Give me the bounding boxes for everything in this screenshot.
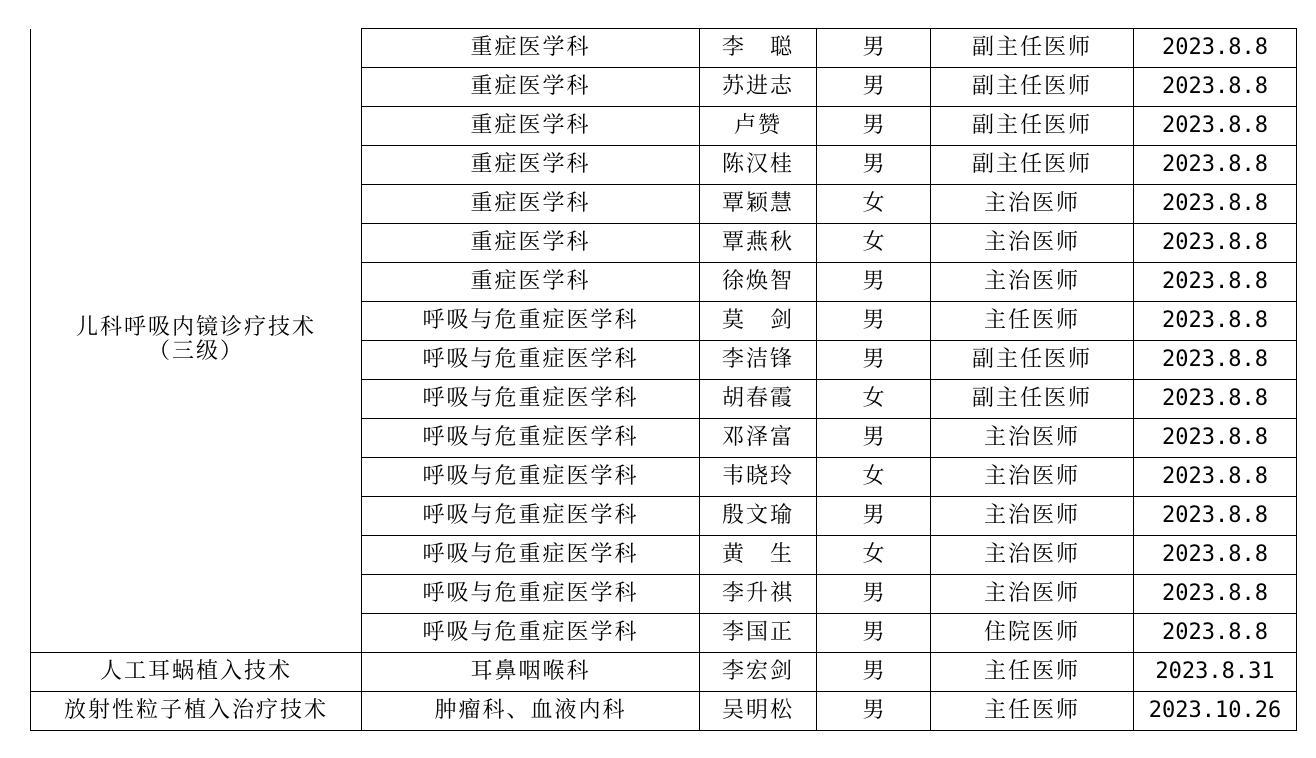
technology-name-cell xyxy=(31,29,362,653)
approval-date-cell: 2023.8.8 xyxy=(1134,380,1297,419)
technology-name-cell xyxy=(31,692,362,731)
department-cell: 肿瘤科、血液内科 xyxy=(362,692,700,731)
doctor-name-cell: 韦晓玲 xyxy=(700,458,817,497)
approval-date-cell: 2023.8.8 xyxy=(1134,107,1297,146)
doctor-name-cell: 李宏剑 xyxy=(700,653,817,692)
department-cell: 呼吸与危重症医学科 xyxy=(362,458,700,497)
job-title-cell: 主治医师 xyxy=(931,263,1134,302)
job-title-cell: 主治医师 xyxy=(931,575,1134,614)
job-title-cell: 副主任医师 xyxy=(931,341,1134,380)
approval-date-cell: 2023.8.8 xyxy=(1134,263,1297,302)
department-cell: 呼吸与危重症医学科 xyxy=(362,614,700,653)
gender-cell: 男 xyxy=(817,341,931,380)
job-title-cell: 主治医师 xyxy=(931,224,1134,263)
approval-date-cell: 2023.8.8 xyxy=(1134,497,1297,536)
approval-date-cell: 2023.8.8 xyxy=(1134,614,1297,653)
job-title-cell: 住院医师 xyxy=(931,614,1134,653)
gender-cell: 男 xyxy=(817,29,931,68)
approval-date-cell: 2023.8.8 xyxy=(1134,302,1297,341)
job-title-cell: 主任医师 xyxy=(931,653,1134,692)
technology-name-cell xyxy=(31,653,362,692)
gender-cell: 男 xyxy=(817,302,931,341)
doctor-name-cell: 胡春霞 xyxy=(700,380,817,419)
department-cell: 重症医学科 xyxy=(362,107,700,146)
doctor-name-cell: 卢赞 xyxy=(700,107,817,146)
technology-name: 人工耳蜗植入技术 xyxy=(99,659,292,684)
department-cell: 呼吸与危重症医学科 xyxy=(362,497,700,536)
gender-cell: 男 xyxy=(817,692,931,731)
department-cell: 重症医学科 xyxy=(362,263,700,302)
job-title-cell: 副主任医师 xyxy=(931,146,1134,185)
approval-date-cell: 2023.10.26 xyxy=(1134,692,1297,731)
gender-cell: 男 xyxy=(817,419,931,458)
table-row xyxy=(31,653,1297,692)
table-row xyxy=(31,29,1297,68)
doctor-name-cell: 陈汉桂 xyxy=(700,146,817,185)
job-title-cell: 主任医师 xyxy=(931,302,1134,341)
doctor-name-cell: 李洁锋 xyxy=(700,341,817,380)
job-title-cell: 主治医师 xyxy=(931,419,1134,458)
doctor-name-cell: 覃颖慧 xyxy=(700,185,817,224)
technology-name: 儿科呼吸内镜诊疗技术 xyxy=(75,315,316,341)
technology-personnel-table xyxy=(30,28,1297,731)
department-cell: 呼吸与危重症医学科 xyxy=(362,380,700,419)
approval-date-cell: 2023.8.8 xyxy=(1134,29,1297,68)
gender-cell: 男 xyxy=(817,68,931,107)
gender-cell: 女 xyxy=(817,458,931,497)
gender-cell: 男 xyxy=(817,146,931,185)
job-title-cell: 副主任医师 xyxy=(931,29,1134,68)
table-row xyxy=(31,692,1297,731)
job-title-cell: 副主任医师 xyxy=(931,380,1134,419)
gender-cell: 女 xyxy=(817,536,931,575)
job-title-cell: 主治医师 xyxy=(931,536,1134,575)
doctor-name-cell: 李升祺 xyxy=(700,575,817,614)
doctor-name-cell: 李 聪 xyxy=(700,29,817,68)
doctor-name-cell: 黄 生 xyxy=(700,536,817,575)
department-cell: 呼吸与危重症医学科 xyxy=(362,536,700,575)
job-title-cell: 副主任医师 xyxy=(931,68,1134,107)
approval-date-cell: 2023.8.31 xyxy=(1134,653,1297,692)
job-title-cell: 主治医师 xyxy=(931,185,1134,224)
job-title-cell: 主治医师 xyxy=(931,458,1134,497)
department-cell: 耳鼻咽喉科 xyxy=(362,653,700,692)
department-cell: 呼吸与危重症医学科 xyxy=(362,419,700,458)
doctor-name-cell: 覃燕秋 xyxy=(700,224,817,263)
table-body xyxy=(31,29,1297,731)
approval-date-cell: 2023.8.8 xyxy=(1134,419,1297,458)
gender-cell: 男 xyxy=(817,107,931,146)
doctor-name-cell: 李国正 xyxy=(700,614,817,653)
approval-date-cell: 2023.8.8 xyxy=(1134,185,1297,224)
approval-date-cell: 2023.8.8 xyxy=(1134,536,1297,575)
gender-cell: 男 xyxy=(817,497,931,536)
technology-level: （三级） xyxy=(147,339,244,365)
department-cell: 重症医学科 xyxy=(362,224,700,263)
job-title-cell: 主治医师 xyxy=(931,497,1134,536)
department-cell: 呼吸与危重症医学科 xyxy=(362,341,700,380)
gender-cell: 男 xyxy=(817,263,931,302)
department-cell: 重症医学科 xyxy=(362,68,700,107)
gender-cell: 女 xyxy=(817,224,931,263)
approval-date-cell: 2023.8.8 xyxy=(1134,68,1297,107)
approval-date-cell: 2023.8.8 xyxy=(1134,575,1297,614)
approval-date-cell: 2023.8.8 xyxy=(1134,341,1297,380)
gender-cell: 男 xyxy=(817,575,931,614)
department-cell: 重症医学科 xyxy=(362,185,700,224)
doctor-name-cell: 莫 剑 xyxy=(700,302,817,341)
department-cell: 重症医学科 xyxy=(362,146,700,185)
job-title-cell: 副主任医师 xyxy=(931,107,1134,146)
department-cell: 呼吸与危重症医学科 xyxy=(362,302,700,341)
doctor-name-cell: 苏进志 xyxy=(700,68,817,107)
department-cell: 重症医学科 xyxy=(362,29,700,68)
department-cell: 呼吸与危重症医学科 xyxy=(362,575,700,614)
gender-cell: 女 xyxy=(817,380,931,419)
technology-name: 放射性粒子植入治疗技术 xyxy=(63,698,328,723)
approval-date-cell: 2023.8.8 xyxy=(1134,458,1297,497)
job-title-cell: 主任医师 xyxy=(931,692,1134,731)
gender-cell: 女 xyxy=(817,185,931,224)
approval-date-cell: 2023.8.8 xyxy=(1134,224,1297,263)
doctor-name-cell: 吴明松 xyxy=(700,692,817,731)
doctor-name-cell: 邓泽富 xyxy=(700,419,817,458)
approval-date-cell: 2023.8.8 xyxy=(1134,146,1297,185)
gender-cell: 男 xyxy=(817,614,931,653)
gender-cell: 男 xyxy=(817,653,931,692)
doctor-name-cell: 徐焕智 xyxy=(700,263,817,302)
doctor-name-cell: 殷文瑜 xyxy=(700,497,817,536)
